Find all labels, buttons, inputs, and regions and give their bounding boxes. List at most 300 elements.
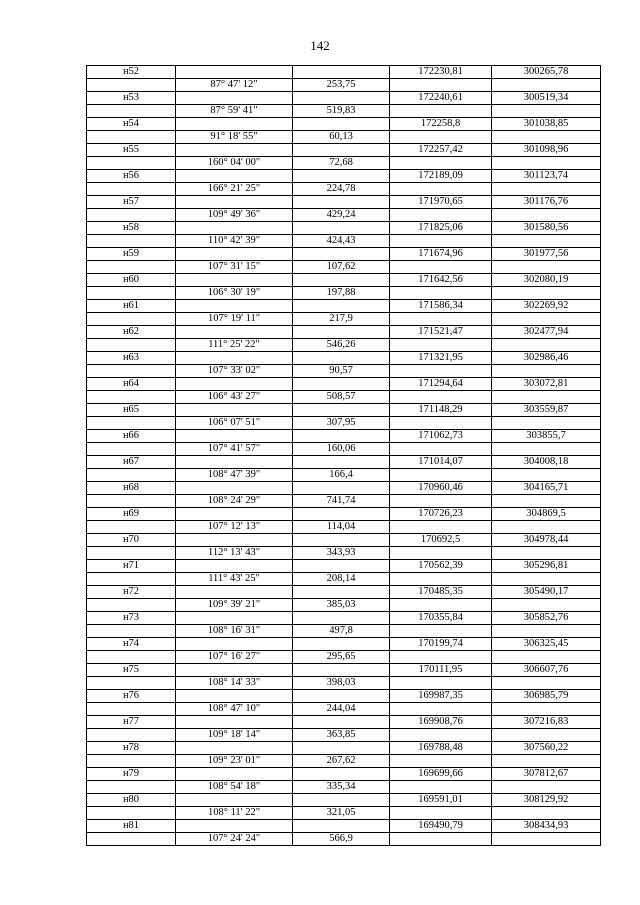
point-row: [87, 690, 601, 703]
segment-row: [87, 131, 601, 144]
point-name-cell: [87, 677, 176, 690]
x-coordinate-cell: [390, 599, 492, 612]
x-coordinate-cell: 171062,73: [390, 430, 492, 443]
point-name-cell: [87, 417, 176, 430]
point-name-cell: н81: [87, 820, 176, 833]
y-coordinate-cell: 307560,22: [492, 742, 601, 755]
direction-angle-cell: 109° 49' 36": [176, 209, 293, 222]
y-coordinate-cell: [492, 339, 601, 352]
distance-cell: 224,78: [293, 183, 390, 196]
x-coordinate-cell: [390, 235, 492, 248]
x-coordinate-cell: 171674,96: [390, 248, 492, 261]
point-row: [87, 378, 601, 391]
point-name-cell: [87, 287, 176, 300]
distance-cell: 90,57: [293, 365, 390, 378]
distance-cell: 497,8: [293, 625, 390, 638]
direction-angle-cell: [176, 144, 293, 157]
direction-angle-cell: [176, 534, 293, 547]
y-coordinate-cell: [492, 391, 601, 404]
y-coordinate-cell: 302080,19: [492, 274, 601, 287]
distance-cell: 244,04: [293, 703, 390, 716]
direction-angle-cell: 108° 11' 22": [176, 807, 293, 820]
point-name-cell: [87, 599, 176, 612]
point-name-cell: [87, 131, 176, 144]
point-name-cell: [87, 469, 176, 482]
point-name-cell: [87, 79, 176, 92]
y-coordinate-cell: [492, 105, 601, 118]
distance-cell: [293, 560, 390, 573]
segment-row: [87, 833, 601, 846]
y-coordinate-cell: 300519,34: [492, 92, 601, 105]
y-coordinate-cell: [492, 443, 601, 456]
direction-angle-cell: 109° 18' 14": [176, 729, 293, 742]
segment-row: [87, 599, 601, 612]
distance-cell: 566,9: [293, 833, 390, 846]
y-coordinate-cell: 303072,81: [492, 378, 601, 391]
x-coordinate-cell: 169490,79: [390, 820, 492, 833]
x-coordinate-cell: 170562,39: [390, 560, 492, 573]
direction-angle-cell: [176, 248, 293, 261]
direction-angle-cell: 108° 24' 29": [176, 495, 293, 508]
distance-cell: 295,65: [293, 651, 390, 664]
direction-angle-cell: 106° 07' 51": [176, 417, 293, 430]
y-coordinate-cell: 305296,81: [492, 560, 601, 573]
y-coordinate-cell: [492, 183, 601, 196]
x-coordinate-cell: 172240,61: [390, 92, 492, 105]
y-coordinate-cell: [492, 729, 601, 742]
y-coordinate-cell: [492, 521, 601, 534]
y-coordinate-cell: 306607,76: [492, 664, 601, 677]
distance-cell: [293, 248, 390, 261]
point-name-cell: н56: [87, 170, 176, 183]
point-row: [87, 508, 601, 521]
distance-cell: 519,83: [293, 105, 390, 118]
point-row: [87, 92, 601, 105]
segment-row: [87, 183, 601, 196]
point-name-cell: н59: [87, 248, 176, 261]
point-row: [87, 144, 601, 157]
distance-cell: [293, 716, 390, 729]
point-row: [87, 248, 601, 261]
direction-angle-cell: [176, 768, 293, 781]
point-name-cell: [87, 443, 176, 456]
segment-row: [87, 573, 601, 586]
point-row: [87, 66, 601, 79]
direction-angle-cell: 107° 19' 11": [176, 313, 293, 326]
segment-row: [87, 807, 601, 820]
y-coordinate-cell: 301176,76: [492, 196, 601, 209]
direction-angle-cell: 108° 47' 39": [176, 469, 293, 482]
point-name-cell: [87, 833, 176, 846]
point-name-cell: [87, 313, 176, 326]
x-coordinate-cell: [390, 521, 492, 534]
direction-angle-cell: [176, 92, 293, 105]
point-name-cell: [87, 729, 176, 742]
x-coordinate-cell: [390, 547, 492, 560]
direction-angle-cell: 108° 16' 31": [176, 625, 293, 638]
x-coordinate-cell: [390, 443, 492, 456]
point-row: [87, 560, 601, 573]
point-name-cell: [87, 235, 176, 248]
y-coordinate-cell: [492, 417, 601, 430]
point-name-cell: [87, 781, 176, 794]
direction-angle-cell: [176, 612, 293, 625]
point-row: [87, 300, 601, 313]
point-name-cell: н52: [87, 66, 176, 79]
segment-row: [87, 729, 601, 742]
x-coordinate-cell: [390, 833, 492, 846]
direction-angle-cell: [176, 794, 293, 807]
x-coordinate-cell: [390, 651, 492, 664]
y-coordinate-cell: 304869,5: [492, 508, 601, 521]
distance-cell: [293, 300, 390, 313]
point-name-cell: н55: [87, 144, 176, 157]
x-coordinate-cell: 171642,56: [390, 274, 492, 287]
point-name-cell: н65: [87, 404, 176, 417]
y-coordinate-cell: [492, 235, 601, 248]
x-coordinate-cell: [390, 469, 492, 482]
point-name-cell: [87, 755, 176, 768]
y-coordinate-cell: [492, 131, 601, 144]
x-coordinate-cell: 171294,64: [390, 378, 492, 391]
direction-angle-cell: 106° 43' 27": [176, 391, 293, 404]
direction-angle-cell: 107° 41' 57": [176, 443, 293, 456]
x-coordinate-cell: 172189,09: [390, 170, 492, 183]
point-name-cell: н80: [87, 794, 176, 807]
y-coordinate-cell: 301977,56: [492, 248, 601, 261]
y-coordinate-cell: 304165,71: [492, 482, 601, 495]
point-row: [87, 456, 601, 469]
segment-row: [87, 261, 601, 274]
segment-row: [87, 781, 601, 794]
segment-row: [87, 235, 601, 248]
y-coordinate-cell: [492, 807, 601, 820]
distance-cell: 253,75: [293, 79, 390, 92]
distance-cell: [293, 222, 390, 235]
point-name-cell: н62: [87, 326, 176, 339]
point-name-cell: [87, 105, 176, 118]
distance-cell: [293, 664, 390, 677]
x-coordinate-cell: [390, 261, 492, 274]
y-coordinate-cell: 303855,7: [492, 430, 601, 443]
y-coordinate-cell: [492, 651, 601, 664]
x-coordinate-cell: [390, 703, 492, 716]
distance-cell: 197,88: [293, 287, 390, 300]
point-row: [87, 768, 601, 781]
point-name-cell: н76: [87, 690, 176, 703]
direction-angle-cell: 108° 14' 33": [176, 677, 293, 690]
direction-angle-cell: 87° 59' 41": [176, 105, 293, 118]
distance-cell: 343,93: [293, 547, 390, 560]
point-name-cell: [87, 651, 176, 664]
distance-cell: 363,85: [293, 729, 390, 742]
point-name-cell: н66: [87, 430, 176, 443]
x-coordinate-cell: [390, 209, 492, 222]
distance-cell: 321,05: [293, 807, 390, 820]
distance-cell: 385,03: [293, 599, 390, 612]
point-name-cell: н74: [87, 638, 176, 651]
y-coordinate-cell: 307812,67: [492, 768, 601, 781]
x-coordinate-cell: [390, 339, 492, 352]
x-coordinate-cell: 169908,76: [390, 716, 492, 729]
y-coordinate-cell: 302986,46: [492, 352, 601, 365]
segment-row: [87, 157, 601, 170]
direction-angle-cell: 107° 24' 24": [176, 833, 293, 846]
x-coordinate-cell: [390, 79, 492, 92]
x-coordinate-cell: [390, 417, 492, 430]
point-name-cell: н73: [87, 612, 176, 625]
direction-angle-cell: 109° 23' 01": [176, 755, 293, 768]
distance-cell: [293, 482, 390, 495]
point-row: [87, 794, 601, 807]
x-coordinate-cell: [390, 729, 492, 742]
distance-cell: 107,62: [293, 261, 390, 274]
distance-cell: [293, 352, 390, 365]
x-coordinate-cell: 171586,34: [390, 300, 492, 313]
segment-row: [87, 105, 601, 118]
distance-cell: [293, 508, 390, 521]
direction-angle-cell: [176, 404, 293, 417]
distance-cell: 166,4: [293, 469, 390, 482]
y-coordinate-cell: [492, 313, 601, 326]
x-coordinate-cell: 171970,65: [390, 196, 492, 209]
distance-cell: 741,74: [293, 495, 390, 508]
direction-angle-cell: [176, 300, 293, 313]
distance-cell: 398,03: [293, 677, 390, 690]
distance-cell: [293, 690, 390, 703]
point-name-cell: н53: [87, 92, 176, 105]
point-row: [87, 612, 601, 625]
x-coordinate-cell: [390, 391, 492, 404]
segment-row: [87, 79, 601, 92]
distance-cell: 208,14: [293, 573, 390, 586]
coordinates-table-body: [87, 66, 601, 846]
distance-cell: 307,95: [293, 417, 390, 430]
distance-cell: [293, 586, 390, 599]
y-coordinate-cell: 304008,18: [492, 456, 601, 469]
x-coordinate-cell: [390, 313, 492, 326]
x-coordinate-cell: 171148,29: [390, 404, 492, 417]
point-name-cell: [87, 547, 176, 560]
segment-row: [87, 209, 601, 222]
direction-angle-cell: [176, 352, 293, 365]
point-name-cell: н58: [87, 222, 176, 235]
point-name-cell: н78: [87, 742, 176, 755]
point-name-cell: н79: [87, 768, 176, 781]
point-row: [87, 638, 601, 651]
y-coordinate-cell: [492, 261, 601, 274]
point-name-cell: [87, 495, 176, 508]
point-name-cell: [87, 261, 176, 274]
distance-cell: 160,06: [293, 443, 390, 456]
x-coordinate-cell: 170485,35: [390, 586, 492, 599]
direction-angle-cell: [176, 66, 293, 79]
distance-cell: [293, 378, 390, 391]
distance-cell: 335,34: [293, 781, 390, 794]
y-coordinate-cell: [492, 755, 601, 768]
segment-row: [87, 521, 601, 534]
point-name-cell: [87, 807, 176, 820]
x-coordinate-cell: [390, 781, 492, 794]
distance-cell: [293, 430, 390, 443]
y-coordinate-cell: 302269,92: [492, 300, 601, 313]
y-coordinate-cell: [492, 625, 601, 638]
segment-row: [87, 391, 601, 404]
segment-row: [87, 313, 601, 326]
direction-angle-cell: [176, 274, 293, 287]
x-coordinate-cell: 170111,95: [390, 664, 492, 677]
point-name-cell: [87, 339, 176, 352]
distance-cell: 72,68: [293, 157, 390, 170]
x-coordinate-cell: [390, 131, 492, 144]
point-name-cell: [87, 625, 176, 638]
direction-angle-cell: [176, 508, 293, 521]
y-coordinate-cell: 306325,45: [492, 638, 601, 651]
distance-cell: [293, 66, 390, 79]
point-row: [87, 196, 601, 209]
direction-angle-cell: [176, 326, 293, 339]
point-row: [87, 716, 601, 729]
x-coordinate-cell: [390, 105, 492, 118]
point-row: [87, 534, 601, 547]
distance-cell: 114,04: [293, 521, 390, 534]
y-coordinate-cell: 301098,96: [492, 144, 601, 157]
point-row: [87, 274, 601, 287]
distance-cell: [293, 794, 390, 807]
x-coordinate-cell: 171825,06: [390, 222, 492, 235]
distance-cell: [293, 326, 390, 339]
distance-cell: [293, 170, 390, 183]
y-coordinate-cell: 302477,94: [492, 326, 601, 339]
segment-row: [87, 443, 601, 456]
direction-angle-cell: [176, 664, 293, 677]
y-coordinate-cell: [492, 599, 601, 612]
x-coordinate-cell: 170199,74: [390, 638, 492, 651]
coordinates-table: [86, 65, 601, 846]
y-coordinate-cell: [492, 573, 601, 586]
x-coordinate-cell: 172230,81: [390, 66, 492, 79]
x-coordinate-cell: 170355,84: [390, 612, 492, 625]
point-row: [87, 222, 601, 235]
y-coordinate-cell: [492, 79, 601, 92]
point-name-cell: н57: [87, 196, 176, 209]
point-name-cell: [87, 365, 176, 378]
segment-row: [87, 651, 601, 664]
direction-angle-cell: 166° 21' 25": [176, 183, 293, 196]
distance-cell: [293, 638, 390, 651]
x-coordinate-cell: 170692,5: [390, 534, 492, 547]
distance-cell: [293, 274, 390, 287]
point-row: [87, 742, 601, 755]
distance-cell: [293, 742, 390, 755]
distance-cell: 429,24: [293, 209, 390, 222]
y-coordinate-cell: 305852,76: [492, 612, 601, 625]
distance-cell: 508,57: [293, 391, 390, 404]
y-coordinate-cell: [492, 209, 601, 222]
y-coordinate-cell: 301123,74: [492, 170, 601, 183]
x-coordinate-cell: 171521,47: [390, 326, 492, 339]
direction-angle-cell: 109° 39' 21": [176, 599, 293, 612]
point-row: [87, 664, 601, 677]
distance-cell: 267,62: [293, 755, 390, 768]
segment-row: [87, 677, 601, 690]
point-row: [87, 430, 601, 443]
point-name-cell: н75: [87, 664, 176, 677]
segment-row: [87, 703, 601, 716]
point-name-cell: н64: [87, 378, 176, 391]
distance-cell: 424,43: [293, 235, 390, 248]
y-coordinate-cell: 308434,93: [492, 820, 601, 833]
y-coordinate-cell: 307216,83: [492, 716, 601, 729]
point-row: [87, 326, 601, 339]
direction-angle-cell: [176, 716, 293, 729]
direction-angle-cell: [176, 690, 293, 703]
direction-angle-cell: [176, 378, 293, 391]
x-coordinate-cell: [390, 573, 492, 586]
segment-row: [87, 547, 601, 560]
distance-cell: [293, 118, 390, 131]
x-coordinate-cell: [390, 625, 492, 638]
y-coordinate-cell: 306985,79: [492, 690, 601, 703]
direction-angle-cell: [176, 560, 293, 573]
direction-angle-cell: [176, 456, 293, 469]
x-coordinate-cell: [390, 755, 492, 768]
point-name-cell: [87, 183, 176, 196]
point-name-cell: н69: [87, 508, 176, 521]
direction-angle-cell: 91° 18' 55": [176, 131, 293, 144]
point-name-cell: [87, 521, 176, 534]
point-row: [87, 820, 601, 833]
direction-angle-cell: [176, 482, 293, 495]
segment-row: [87, 365, 601, 378]
x-coordinate-cell: 172257,42: [390, 144, 492, 157]
distance-cell: [293, 534, 390, 547]
point-row: [87, 482, 601, 495]
y-coordinate-cell: 303559,87: [492, 404, 601, 417]
x-coordinate-cell: [390, 183, 492, 196]
segment-row: [87, 469, 601, 482]
y-coordinate-cell: [492, 287, 601, 300]
point-name-cell: н72: [87, 586, 176, 599]
segment-row: [87, 625, 601, 638]
direction-angle-cell: [176, 742, 293, 755]
direction-angle-cell: [176, 820, 293, 833]
direction-angle-cell: [176, 586, 293, 599]
direction-angle-cell: 110° 42' 39": [176, 235, 293, 248]
y-coordinate-cell: [492, 469, 601, 482]
y-coordinate-cell: [492, 781, 601, 794]
distance-cell: [293, 768, 390, 781]
point-name-cell: [87, 209, 176, 222]
point-row: [87, 404, 601, 417]
x-coordinate-cell: [390, 677, 492, 690]
point-name-cell: [87, 157, 176, 170]
direction-angle-cell: 111° 25' 22": [176, 339, 293, 352]
x-coordinate-cell: [390, 495, 492, 508]
x-coordinate-cell: [390, 287, 492, 300]
direction-angle-cell: [176, 430, 293, 443]
x-coordinate-cell: 170726,23: [390, 508, 492, 521]
point-name-cell: [87, 391, 176, 404]
point-name-cell: [87, 573, 176, 586]
y-coordinate-cell: [492, 157, 601, 170]
point-name-cell: н63: [87, 352, 176, 365]
direction-angle-cell: [176, 118, 293, 131]
distance-cell: [293, 820, 390, 833]
y-coordinate-cell: [492, 547, 601, 560]
x-coordinate-cell: 169699,66: [390, 768, 492, 781]
y-coordinate-cell: [492, 677, 601, 690]
